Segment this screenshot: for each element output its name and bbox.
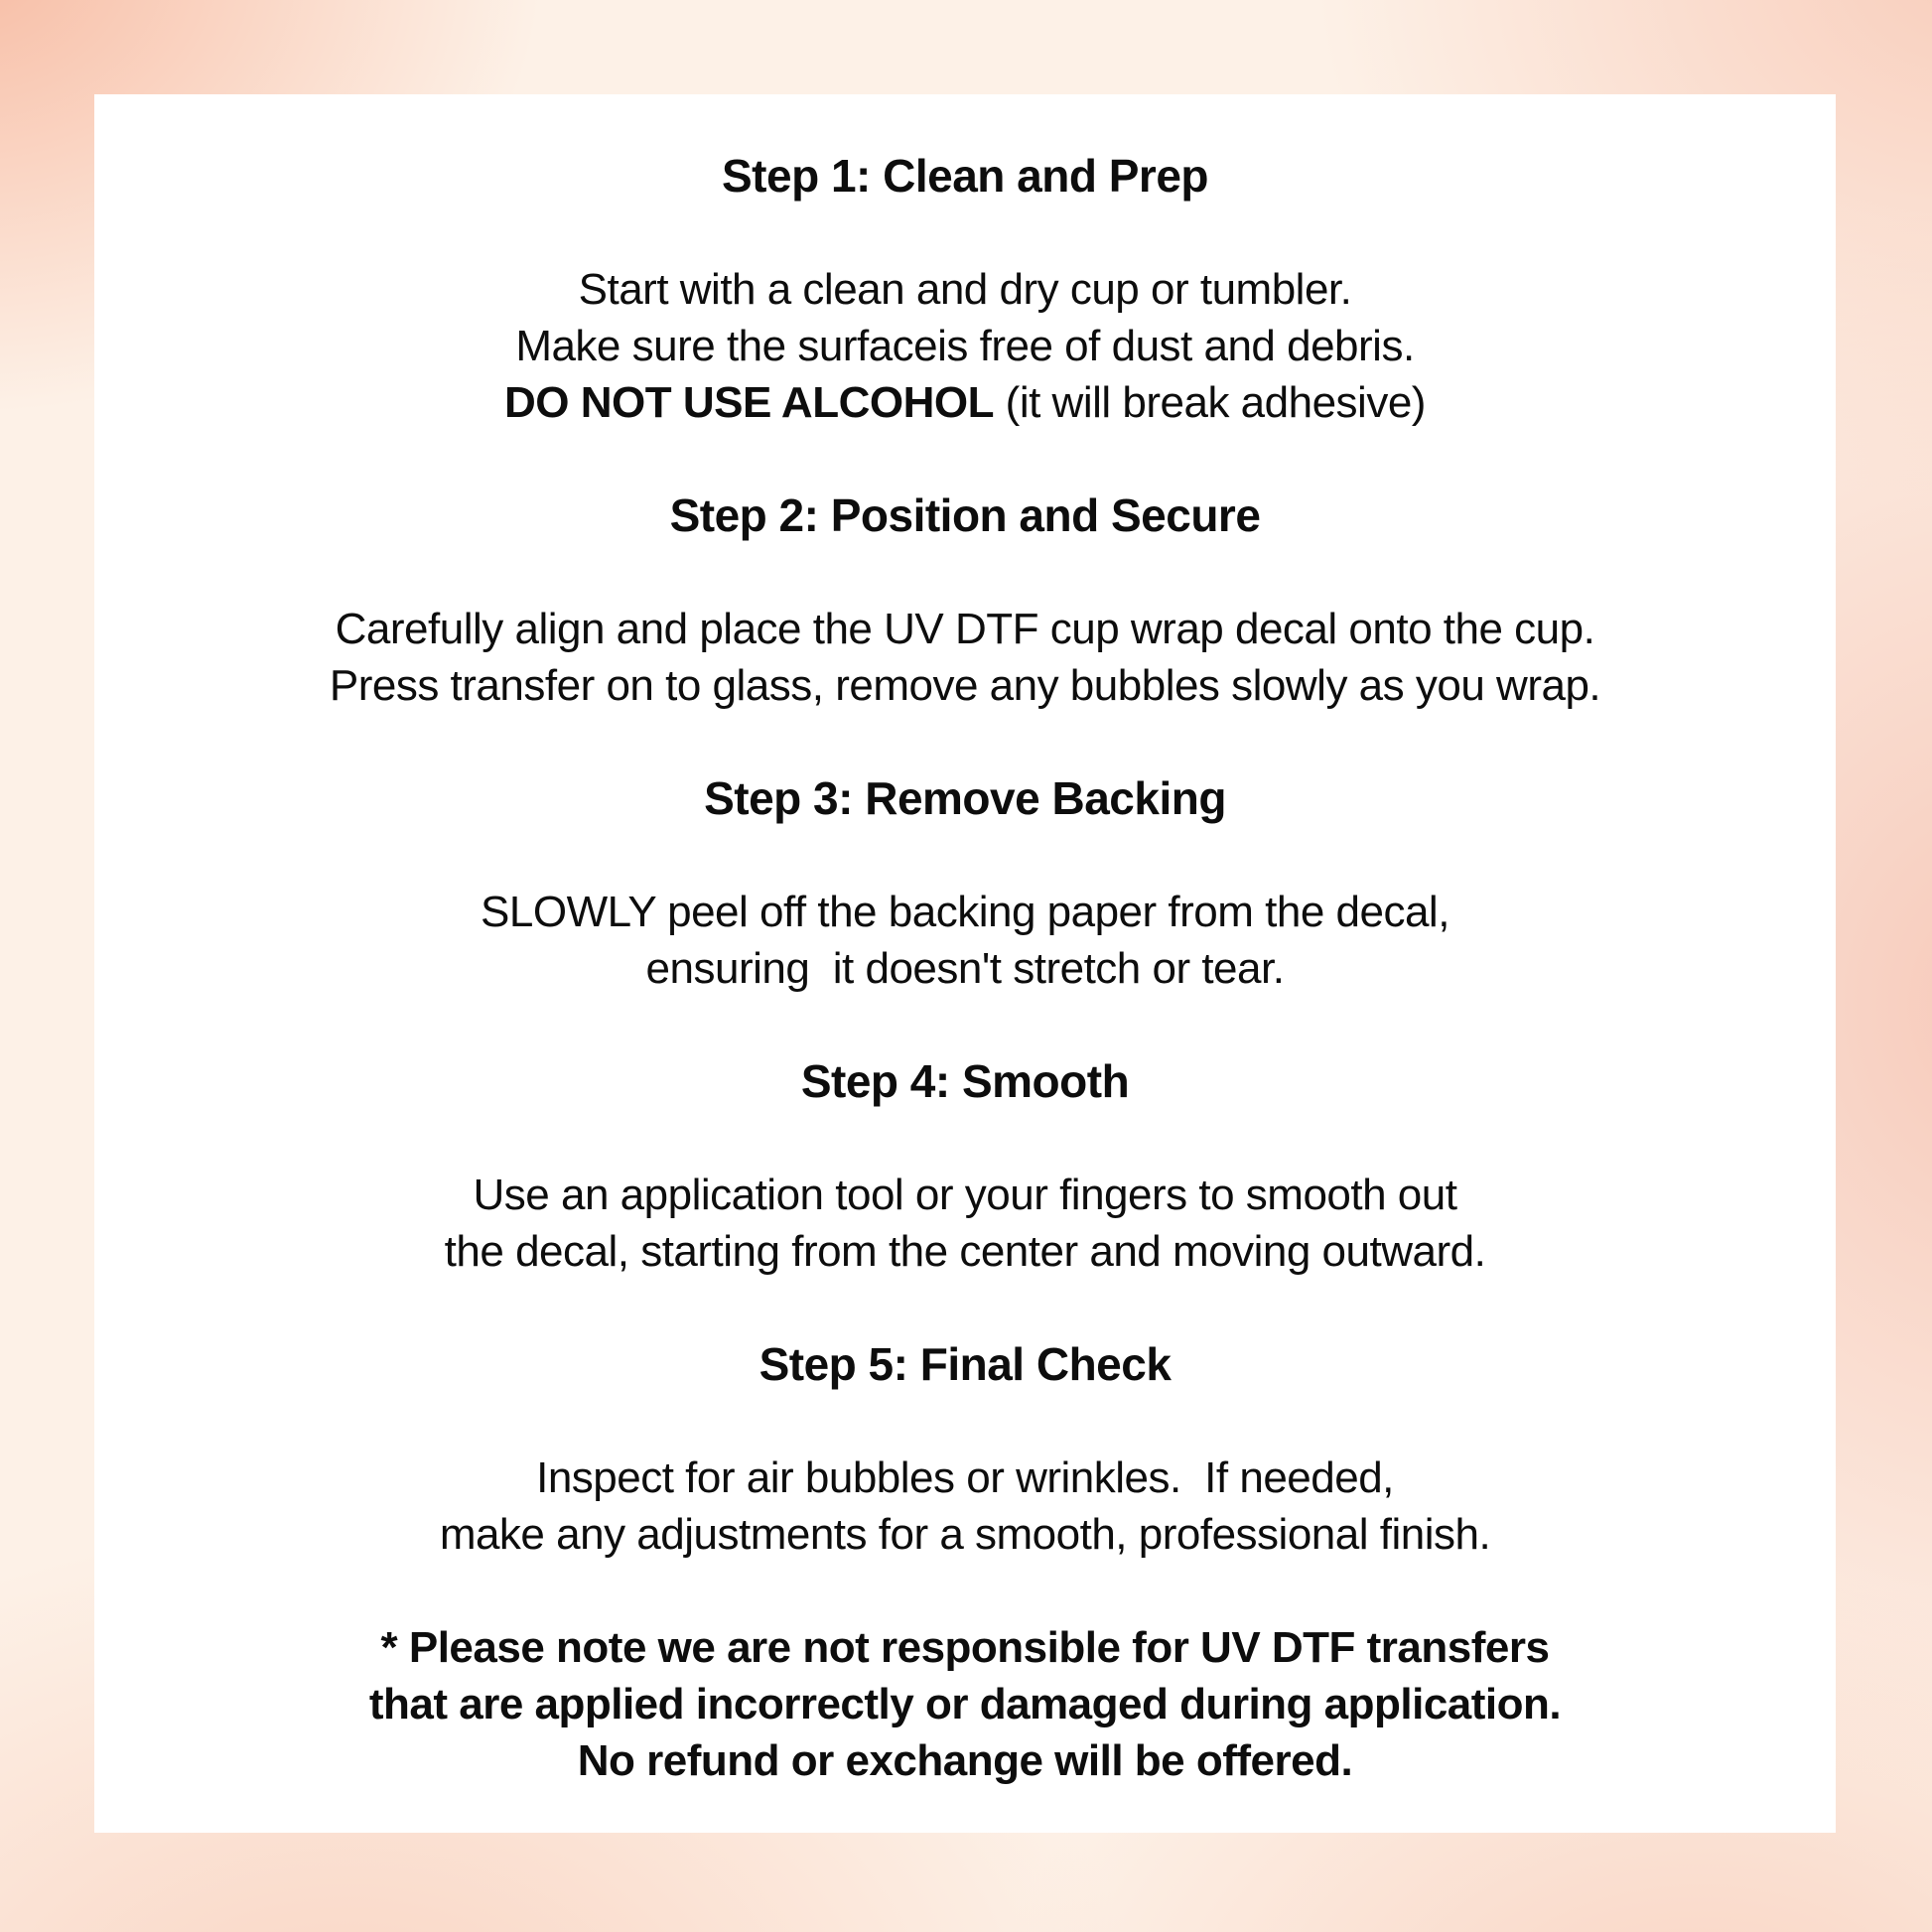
disclaimer-line-3: No refund or exchange will be offered. xyxy=(577,1736,1353,1785)
instruction-card xyxy=(94,94,1836,1833)
step-2-section xyxy=(112,487,1818,714)
step-1-heading: Step 1: Clean and Prep xyxy=(721,150,1208,202)
step-3-heading: Step 3: Remove Backing xyxy=(704,772,1226,824)
step-2-line-2: Press transfer on to glass, remove any bubbles slowly as you wrap. xyxy=(329,661,1601,710)
step-1-line-1: Start with a clean and dry cup or tumbler. xyxy=(578,265,1352,314)
step-2-line-1: Carefully align and place the UV DTF cup wrap decal onto the cup. xyxy=(335,605,1595,653)
step-5-line-2: make any adjustments for a smooth, professional finish. xyxy=(439,1510,1491,1559)
step-4-section xyxy=(112,1053,1818,1280)
step-3-line-2: ensuring it doesn't stretch or tear. xyxy=(645,944,1285,993)
step-1-line-2: Make sure the surfaceis free of dust and debris. xyxy=(515,322,1415,370)
step-3-section xyxy=(112,770,1818,997)
step-1-section xyxy=(112,148,1818,431)
disclaimer-line-1: * Please note we are not responsible for UV DTF transfers xyxy=(380,1623,1550,1672)
step-5-heading: Step 5: Final Check xyxy=(759,1338,1172,1390)
disclaimer-section xyxy=(112,1619,1818,1789)
step-4-line-2: the decal, starting from the center and moving outward. xyxy=(444,1227,1486,1276)
step-3-line-1: SLOWLY peel off the backing paper from the decal, xyxy=(481,888,1449,936)
alcohol-warning-bold: DO NOT USE ALCOHOL xyxy=(504,378,994,427)
step-5-line-1: Inspect for air bubbles or wrinkles. If needed, xyxy=(536,1453,1394,1502)
disclaimer-line-2: that are applied incorrectly or damaged during application. xyxy=(368,1680,1562,1728)
step-2-heading: Step 2: Position and Secure xyxy=(669,489,1261,541)
step-4-heading: Step 4: Smooth xyxy=(800,1055,1130,1107)
step-5-section xyxy=(112,1336,1818,1563)
step-4-line-1: Use an application tool or your fingers to smooth out xyxy=(473,1171,1457,1219)
step-1-line-3 xyxy=(112,374,1818,431)
alcohol-warning-note: (it will break adhesive) xyxy=(993,378,1426,427)
